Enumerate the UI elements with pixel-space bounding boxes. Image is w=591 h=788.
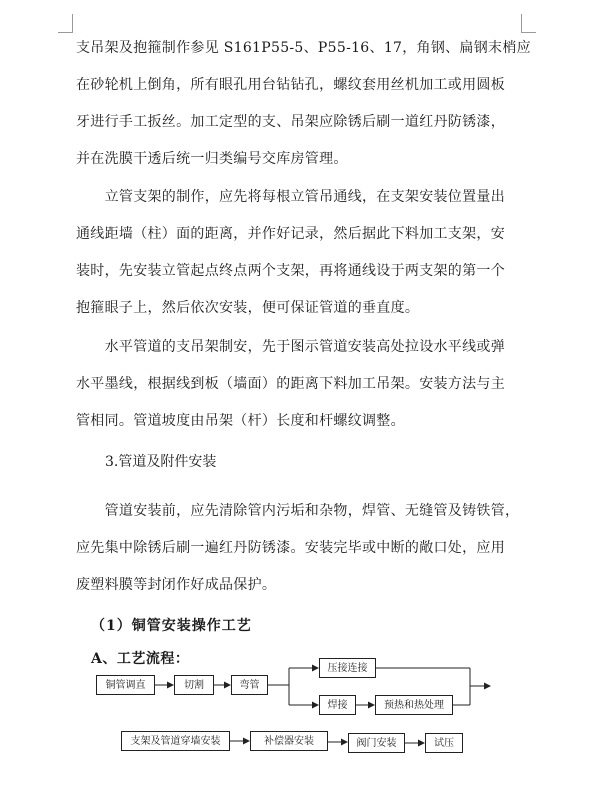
flow-step-pressure-test: 试压: [425, 733, 463, 753]
flow-step-preheat: 预热和热处理: [375, 695, 453, 715]
flow-step-weld: 焊接: [319, 695, 356, 715]
text-line: 应先集中除锈后刷一遍红丹防锈漆。安装完毕或中断的敞口处，应用: [76, 540, 505, 556]
text-line: 抱箍眼子上，然后依次安装，便可保证管道的垂直度。: [76, 300, 420, 316]
text-line: 水平墨线，根据线到板（墙面）的距离下料加工吊架。安装方法与主: [76, 376, 505, 392]
text-line: 管道安装前，应先清除管内污垢和杂物，焊管、无缝管及铸铁管，: [76, 503, 520, 519]
text-line: 并在洗膜干透后统一归类编号交库房管理。: [76, 151, 348, 167]
text-line: 支吊架及抱箍制作参见 S161P55-5、P55-16、17，角钢、扁钢末梢应: [76, 40, 531, 56]
flow-step-straighten: 铜管调直: [96, 675, 155, 695]
text-line: 装时，先安装立管起点终点两个支架，再将通线设于两支架的第一个: [76, 263, 505, 279]
flow-step-support-install: 支架及管道穿墙安装: [121, 731, 230, 751]
text-line: 管相同。管道坡度由吊架（杆）长度和杆螺纹调整。: [76, 413, 405, 429]
process-title: A、工艺流程：: [91, 651, 190, 667]
flow-step-bend: 弯管: [231, 675, 268, 695]
flow-step-compensator: 补偿器安装: [250, 731, 328, 751]
subsection-title: （1）铜管安装操作工艺: [91, 618, 252, 634]
text-line: 废塑料膜等封闭作好成品保护。: [76, 577, 277, 593]
flow-step-press-connect: 压接连接: [319, 658, 376, 678]
text-line: 通线距墙（柱）面的距离，并作好记录，然后据此下料加工支架，安: [76, 226, 505, 242]
text-line: 在砂轮机上倒角，所有眼孔用台钻钻孔，螺纹套用丝机加工或用圆板: [76, 77, 505, 93]
text-line: 立管支架的制作，应先将每根立管吊通线，在支架安装位置量出: [76, 189, 505, 205]
flow-step-cut: 切割: [174, 675, 214, 695]
text-line: 水平管道的支吊架制安，先于图示管道安装高处拉设水平线或弹: [76, 339, 505, 355]
section-heading: 3.管道及附件安装: [105, 454, 217, 470]
flow-step-valve: 阀门安装: [348, 733, 405, 753]
text-line: 牙进行手工扳丝。加工定型的支、吊架应除锈后刷一道红丹防锈漆，: [76, 114, 505, 130]
